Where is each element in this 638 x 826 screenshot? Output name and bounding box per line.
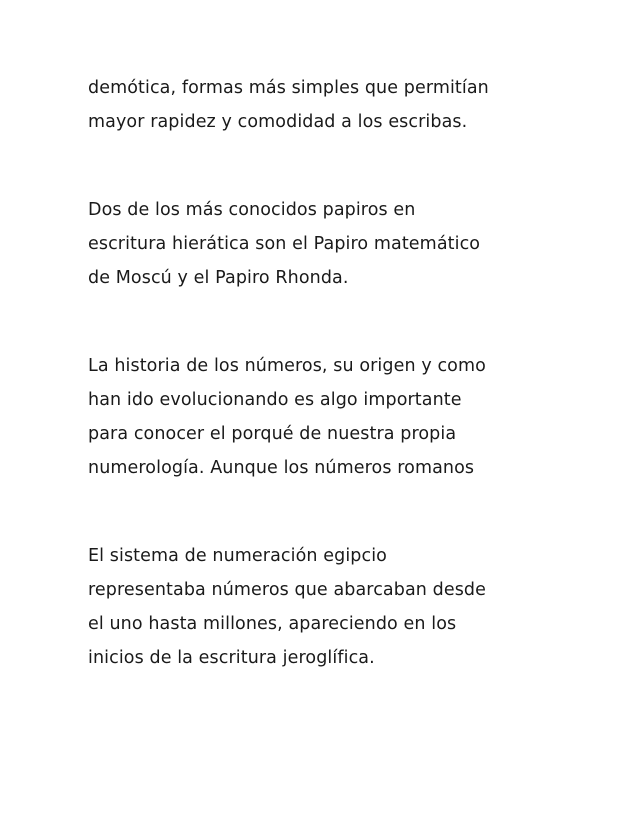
text-line: escritura hierática son el Papiro matemático [88,234,481,254]
paragraph-egyptian-numeration [88,539,588,675]
text-line: numerología. Aunque los números romanos [88,458,475,478]
text-line: representaba números que abarcaban desde [88,580,487,600]
text-line: Dos de los más conocidos papiros en [88,200,416,220]
paragraph-history-of-numbers [88,349,588,485]
text-line: mayor rapidez y comodidad a los escribas. [88,112,468,132]
text-line: para conocer el porqué de nuestra propia [88,424,457,444]
text-line: La historia de los números, su origen y como [88,356,486,376]
text-line: el uno hasta millones, apareciendo en los [88,614,457,634]
paragraph-demotic-writing [88,71,588,139]
paragraph-hieratic-papyri [88,193,588,295]
text-line: inicios de la escritura jeroglífica. [88,648,375,668]
text-line: El sistema de numeración egipcio [88,546,387,566]
text-line: demótica, formas más simples que permitían [88,78,489,98]
text-line: han ido evolucionando es algo importante [88,390,462,410]
text-line: de Moscú y el Papiro Rhonda. [88,268,349,288]
